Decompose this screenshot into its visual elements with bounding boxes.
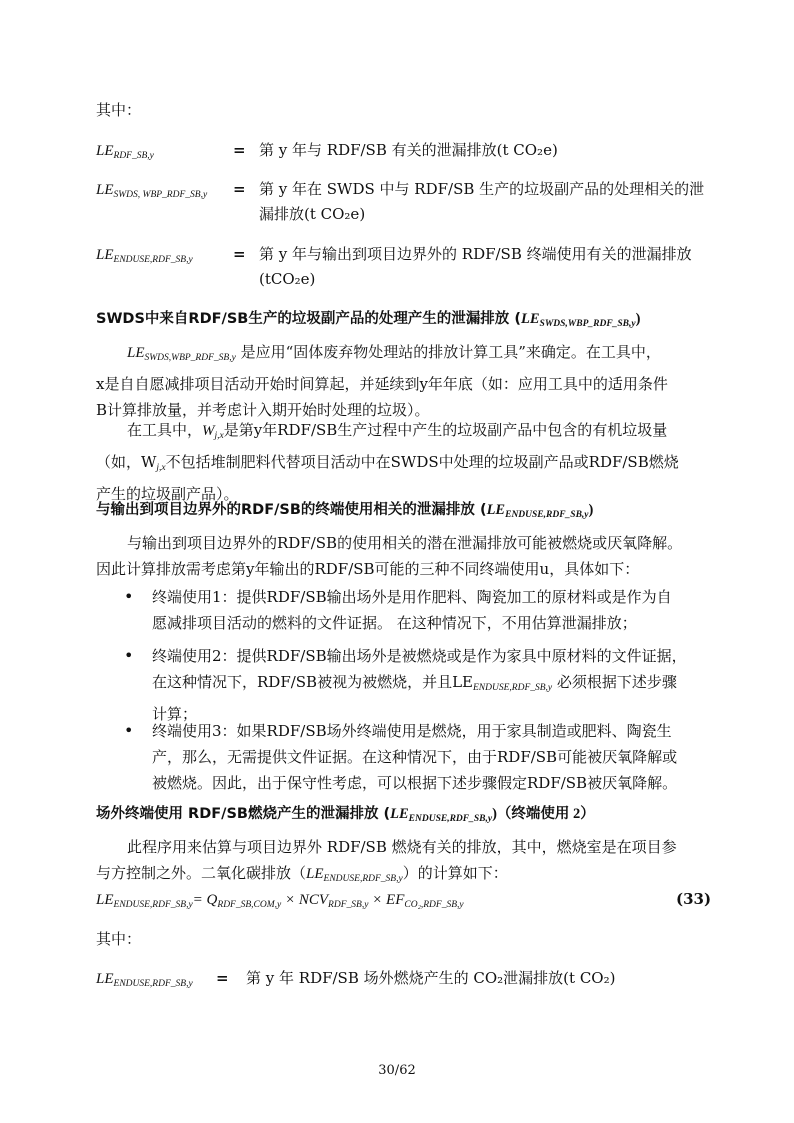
line-text: （如，W — [96, 453, 157, 471]
line-text: ）的计算如下： — [402, 864, 508, 882]
bullet-line: 产，那么，无需提供文件证据。在这种情况下，由于RDF/SB可能被厌氧降解或 — [152, 748, 678, 766]
heading-symbol: LE — [521, 311, 540, 327]
symbol-subscript: j,x — [214, 431, 224, 441]
line-text: 是应用“固体废弃物处理站的排放计算工具”来确定。在工具中， — [235, 343, 661, 361]
equation — [96, 886, 464, 918]
line-text: 在这种情况下，RDF/SB被视为被燃烧，并且LE — [152, 673, 473, 691]
bullet-item — [124, 584, 714, 636]
symbol-subscript: ENDUSE,RDF_SB,y — [473, 683, 553, 693]
symbol-subscript: ENDUSE,RDF_SB,y — [323, 874, 403, 884]
heading-subscript: SWDS,WBP_RDF_SB,y — [539, 319, 636, 329]
line-text: 是第y年RDF/SB生产过程中产生的垃圾副产品中包含的有机垃圾量 — [223, 421, 668, 439]
symbol-subscript: SWDS,WBP_RDF_SB,y — [144, 353, 236, 363]
equation-subscript: RDF_SB,y — [328, 900, 369, 910]
heading-subscript: ENDUSE,RDF_SB,y — [408, 814, 493, 824]
heading-end: )（终端使用 2） — [492, 806, 595, 822]
paragraph-line: 此程序用来估算与项目边界外 RDF/SB 燃烧有关的排放，其中，燃烧室是在项目参 — [127, 838, 677, 856]
heading-text: 与输出到项目边界外的RDF/SB的终端使用相关的泄漏排放 ( — [96, 502, 487, 518]
line-text: 在工具中， — [127, 421, 203, 439]
heading-text: SWDS中来自RDF/SB生产的垃圾副产品的处理产生的泄漏排放 ( — [96, 311, 521, 327]
paragraph-line: 产生的垃圾副产品）。 — [96, 485, 239, 503]
bullet-icon: • — [124, 646, 134, 665]
def-symbol — [96, 137, 154, 169]
bullet-line — [124, 669, 714, 701]
symbol-text: LE — [96, 247, 114, 263]
paragraph-line — [96, 449, 708, 481]
paragraph — [96, 339, 708, 423]
bullet-icon: • — [124, 721, 134, 740]
bullet-line: 计算； — [152, 705, 198, 723]
def-symbol — [96, 965, 193, 997]
symbol-text: LE — [306, 866, 324, 882]
heading-symbol: LE — [390, 806, 409, 822]
line-text: 不包括堆制肥料代替项目活动中在SWDS中处理的垃圾副产品或RDF/SB燃烧 — [165, 453, 679, 471]
bullet-item — [124, 718, 714, 796]
symbol-subscript: SWDS, WBP_RDF_SB,y — [113, 190, 208, 200]
symbol-subscript: ENDUSE,RDF_SB,y — [113, 255, 193, 265]
equation-term: × EF — [368, 892, 405, 908]
heading-end: ) — [635, 311, 641, 327]
def-description: 第 y 年在 SWDS 中与 RDF/SB 生产的垃圾副产品的处理相关的泄 — [259, 180, 705, 198]
bullet-line: 终端使用3：如果RDF/SB场外终端使用是燃烧，用于家具制造或肥料、陶瓷生 — [152, 722, 672, 740]
paragraph — [96, 417, 708, 507]
heading-end: ) — [588, 502, 594, 518]
equation-subscript: RDF_SB,COM,y — [217, 900, 282, 910]
equals-sign: = — [233, 180, 246, 198]
def-description: 第 y 年 RDF/SB 场外燃烧产生的 CO₂泄漏排放(t CO₂) — [246, 969, 616, 987]
paragraph-line — [96, 339, 708, 371]
def-description: 第 y 年与 RDF/SB 有关的泄漏排放(t CO₂e) — [259, 141, 558, 159]
line-text: 必须根据下述步骤 — [552, 673, 677, 691]
heading-text: 场外终端使用 RDF/SB燃烧产生的泄漏排放 ( — [96, 806, 391, 822]
def-symbol — [96, 176, 207, 208]
paragraph-line: 与输出到项目边界外的RDF/SB的使用相关的潜在泄漏排放可能被燃烧或厌氧降解。 — [127, 534, 683, 552]
symbol-subscript: RDF_SB,y — [113, 151, 154, 161]
equals-sign: = — [216, 969, 229, 987]
bullet-line: 终端使用1：提供RDF/SB输出场外是用作肥料、陶瓷加工的原材料或是作为自 — [152, 588, 672, 606]
paragraph-line: 因此计算排放需考虑第y年输出的RDF/SB可能的三种不同终端使用u，具体如下： — [96, 560, 640, 578]
symbol-text: W — [202, 423, 215, 439]
def-description: 第 y 年与输出到项目边界外的 RDF/SB 终端使用有关的泄漏排放 — [259, 245, 692, 263]
equation-term: = Q — [192, 892, 218, 908]
symbol-text: LE — [96, 143, 114, 159]
equation-number: (33) — [676, 890, 712, 908]
symbol-subscript: j,x — [156, 463, 166, 473]
symbol-subscript: ENDUSE,RDF_SB,y — [113, 979, 193, 989]
section-heading — [96, 801, 595, 832]
paragraph-line: B计算排放量，并考虑计入期开始时处理的垃圾）。 — [96, 401, 430, 419]
bullet-icon: • — [124, 587, 134, 606]
section-heading — [96, 497, 593, 528]
bullet-line: 被燃烧。因此，出于保守性考虑，可以根据下述步骤假定RDF/SB被厌氧降解。 — [152, 774, 678, 792]
bullet-line: 终端使用2：提供RDF/SB输出场外是被燃烧或是作为家具中原材料的文件证据， — [152, 647, 687, 665]
paragraph — [96, 530, 708, 582]
where-label: 其中： — [96, 101, 142, 119]
equation-term: × NCV — [281, 892, 329, 908]
def-description-cont: (tCO₂e) — [259, 270, 316, 288]
equals-sign: = — [233, 141, 246, 159]
def-symbol — [96, 241, 193, 273]
line-text: 与方控制之外。二氧化碳排放（ — [96, 864, 307, 882]
where-label: 其中： — [96, 930, 142, 948]
equation-lhs: LE — [96, 892, 114, 908]
heading-subscript: ENDUSE,RDF_SB,y — [505, 510, 589, 520]
bullet-item — [124, 643, 714, 727]
symbol-text: LE — [96, 182, 114, 198]
symbol-text: LE — [96, 971, 114, 987]
equation-subscript: ENDUSE,RDF_SB,y — [113, 900, 193, 910]
def-description-cont: 漏排放(t CO₂e) — [259, 205, 366, 223]
paragraph-line — [96, 417, 708, 449]
paragraph — [96, 834, 708, 892]
paragraph-line: x是自自愿减排项目活动开始时间算起，并延续到y年年底（如：应用工具中的适用条件 — [96, 375, 668, 393]
bullet-line: 愿减排项目活动的燃料的文件证据。 在这种情况下，不用估算泄漏排放； — [152, 614, 637, 632]
section-heading — [96, 306, 640, 337]
symbol-text: LE — [127, 345, 145, 361]
page-number: 30/62 — [378, 1063, 416, 1078]
equals-sign: = — [233, 245, 246, 263]
heading-symbol: LE — [486, 502, 506, 518]
equation-subscript: CO₂,RDF_SB,y — [404, 900, 464, 910]
